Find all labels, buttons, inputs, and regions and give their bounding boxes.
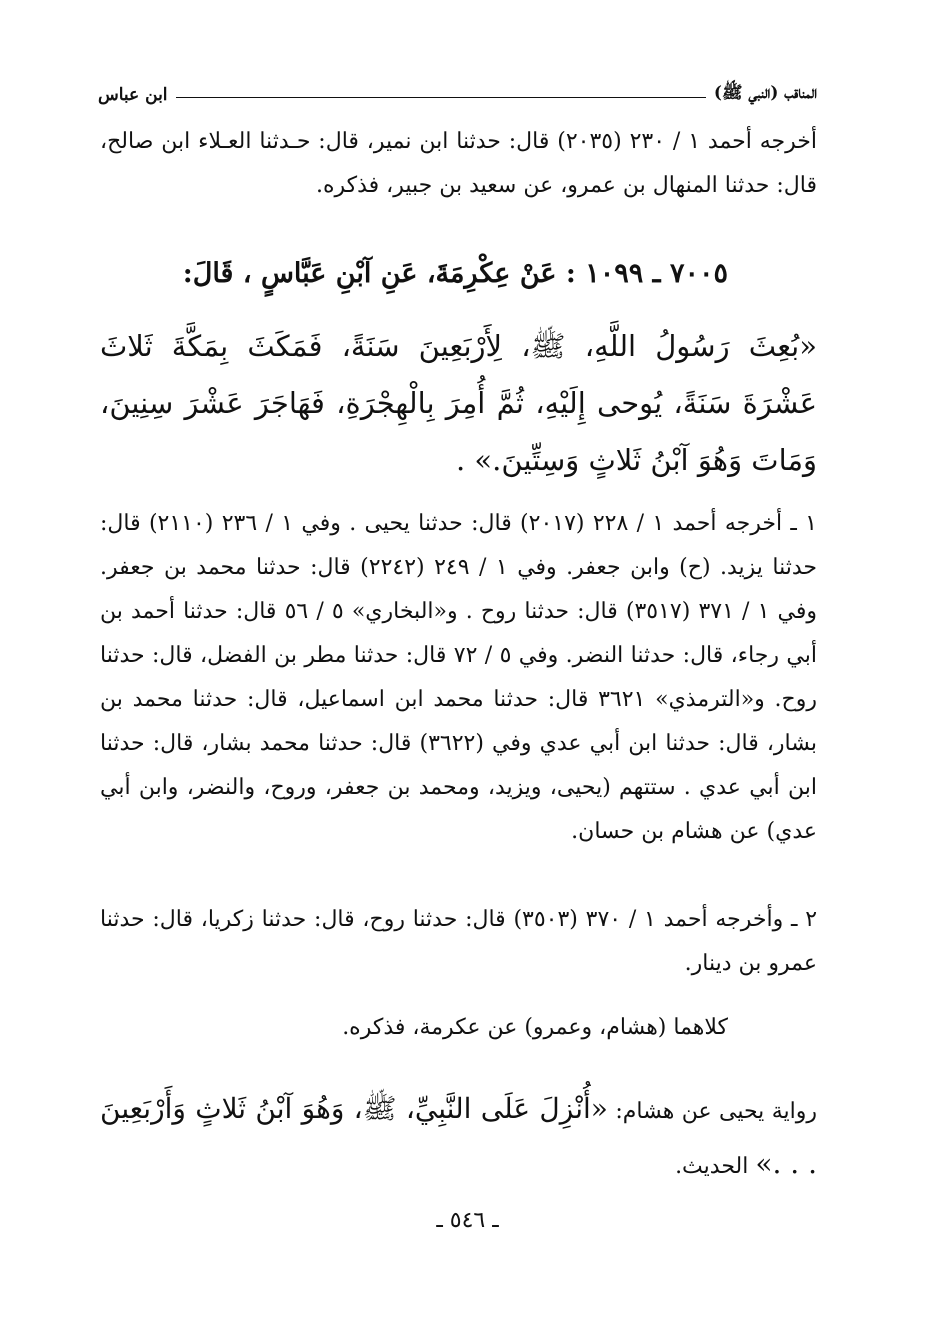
header-left-title: ابن عباس [98, 84, 168, 105]
riwaya-paragraph [100, 1083, 817, 1193]
header-rule [176, 97, 706, 98]
header-right-title: المناقب (النبي ﷺ) [713, 83, 817, 103]
hadith-text: «بُعِثَ رَسُولُ اللَّهِ، ﷺ، لِأَرْبَعِينَ سَنَةً، فَمَكَثَ بِمَكَّةَ ثَلاثَ عَشْرَةَ سَنَةً، يُوحى إِلَيْهِ، ثُمَّ أُمِرَ بِالْهِجْرَةِ، فَهَاجَرَ عَشْرَ سِنِينَ، وَمَاتَ وَهُوَ آبْنُ ثَلاثٍ وَسِتِّينَ.» . [100, 329, 817, 477]
note-3: كلاهما (هشام، وعمرو) عن عكرمة، فذكره. [342, 1015, 728, 1040]
page-number: ـ ٥٤٦ ـ [436, 1208, 499, 1233]
riwaya-prefix: رواية يحيى عن هشام: [615, 1099, 817, 1124]
riwaya-suffix: الحديث. [675, 1154, 749, 1179]
running-header [98, 82, 817, 107]
hadith-title: ٧٠٠٥ ـ ١٠٩٩ : عَنْ عِكْرِمَةَ، عَنِ آبْنِ عَبَّاسٍ ، قَالَ: [182, 258, 728, 289]
note-2: ٢ ـ وأخرجه أحمد ١ / ٣٧٠ (٣٥٠٣) قال: حدثنا روح، قال: حدثنا زكريا، قال: حدثنا عمرو بن دينار. [100, 907, 818, 976]
riwaya-quote: «أُنْزِلَ عَلَى النَّبِيِّ، ﷺ، وَهُوَ آبْنُ ثَلاثٍ وَأَرْبَعِينَ . . .» [100, 1092, 817, 1180]
note-1: ١ ـ أخرجه أحمد ١ / ٢٢٨ (٢٠١٧) قال: حدثنا يحيى . وفي ١ / ٢٣٦ (٢١١٠) قال: حدثنا يزيد. (ح) وابن جعفر. وفي ١ / ٢٤٩ (٢٢٤٢) قال: حدثنا محمد بن جعفر. وفي ١ / ٣٧١ (٣٥١٧) قال: حدثنا روح . و«البخاري» ٥ / ٥٦ قال: حدثنا أحمد بن أبي رجاء، قال: حدثنا النضر. وفي ٥ / ٧٢ قال: حدثنا مطر بن الفضل، قال: حدثنا روح. و«الترمذي» ٣٦٢١ قال: حدثنا محمد ابن اسماعيل، قال: حدثنا محمد بن بشار، قال: حدثنا ابن أبي عدي وفي (٣٦٢٢) قال: حدثنا محمد بشار، قال: حدثنا ابن أبي عدي . ستتهم (يحيى، ويزيد، ومحمد بن جعفر، وروح، والنضر، وابن أبي عدي) عن هشام بن حسان. [100, 511, 818, 844]
intro-note: أخرجه أحمد ١ / ٢٣٠ (٢٠٣٥) قال: حدثنا ابن نمير، قال: حـدثنا العـلاء ابن صالح، قال: حدثنا المنهال بن عمرو، عن سعيد بن جبير، فذكره. [100, 129, 817, 198]
